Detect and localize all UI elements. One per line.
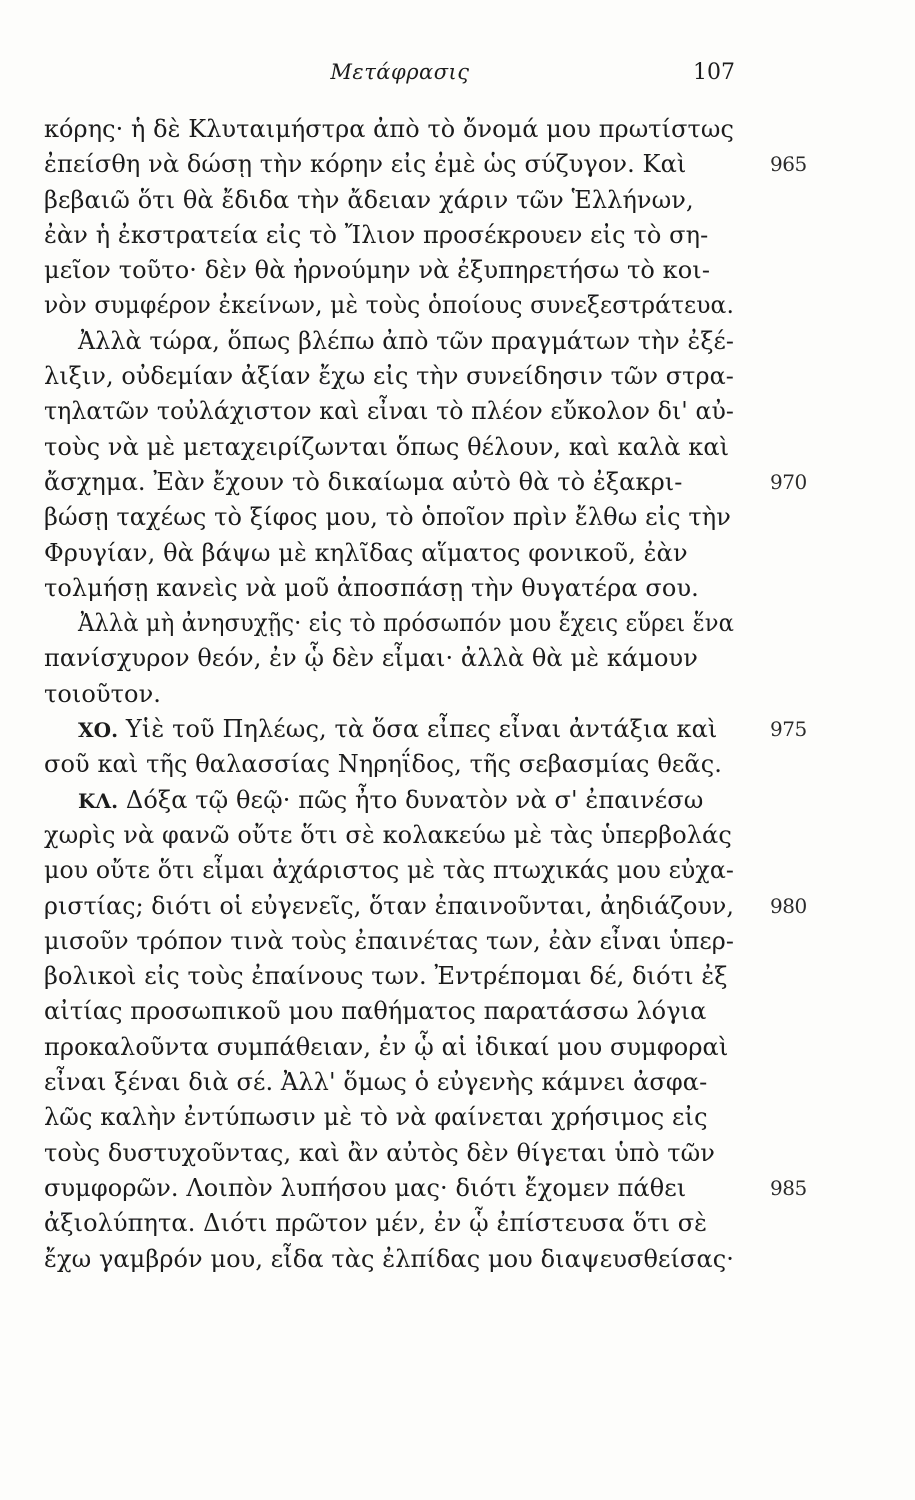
line-text: ἐὰν ἡ ἐκστρατεία εἰς τὸ Ἴλιον προσέκρουεν εἰς τὸ ση- — [44, 220, 709, 249]
text-line — [44, 747, 764, 782]
line-text: τοὺς νὰ μὲ μεταχειρίζωνται ὅπως θέλουν, καὶ καλὰ καὶ — [44, 432, 730, 461]
line-text: προκαλοῦντα συμπάθειαν, ἐν ᾧ αἱ ἰδικαί μου συμφοραὶ — [44, 1032, 729, 1061]
verse-line-number: 965 — [770, 152, 807, 177]
text-line — [44, 1136, 764, 1171]
text-line — [44, 1030, 764, 1065]
text-line — [44, 218, 764, 253]
line-text-wrapper — [44, 1242, 734, 1277]
line-text: ριστίας; διότι οἱ εὐγενεῖς, ὅταν ἐπαινοῦνται, ἀηδιάζουν, — [44, 891, 735, 920]
speaker-label: ΧΟ. — [78, 718, 119, 743]
line-text: σοῦ καὶ τῆς θαλασσίας Νηρηΐδος, τῆς σεβασμίας θεᾶς. — [44, 750, 722, 779]
line-text: ἄσχημα. Ἐὰν ἔχουν τὸ δικαίωμα αὐτὸ θὰ τὸ ἐξακρι- — [44, 467, 683, 496]
text-line — [44, 147, 807, 182]
text-line — [44, 818, 764, 853]
text-line — [44, 288, 764, 323]
line-text: λιξιν, οὐδεμίαν ἀξίαν ἔχω εἰς τὴν συνείδησιν τῶν στρα- — [44, 362, 734, 391]
line-text: Ἀλλὰ τώρα, ὅπως βλέπω ἀπὸ τῶν πραγμάτων τὴν ἐξέ- — [78, 326, 735, 355]
line-text: Υἱὲ τοῦ Πηλέως, τὰ ὅσα εἶπες εἶναι ἀντάξια καὶ — [118, 715, 718, 744]
line-text: αἰτίας προσωπικοῦ μου παθήματος παρατάσσω λόγια — [44, 997, 707, 1026]
line-text: ἔχω γαμβρόν μου, εἶδα τὰς ἐλπίδας μου διαψευσθείσας· — [44, 1244, 735, 1273]
line-text: μεῖον τοῦτο· δὲν θὰ ἠρνούμην νὰ ἐξυπηρετήσω τὸ κοι- — [44, 256, 711, 285]
text-line — [44, 536, 764, 571]
text-line — [44, 889, 807, 924]
text-line — [44, 606, 764, 641]
text-line — [44, 959, 764, 994]
line-text: Δόξα τῷ θεῷ· πῶς ἦτο δυνατὸν νὰ σ' ἐπαινέσω — [118, 785, 704, 814]
text-line — [44, 430, 764, 465]
text-line — [44, 112, 764, 147]
text-block — [44, 112, 807, 1277]
text-line — [44, 324, 764, 359]
line-text: βεβαιῶ ὅτι θὰ ἔδιδα τὴν ἄδειαν χάριν τῶν Ἑλλήνων, — [44, 185, 694, 214]
line-text-wrapper — [78, 324, 734, 359]
line-text-wrapper — [44, 112, 734, 147]
text-line — [44, 1100, 764, 1135]
verse-line-number: 985 — [770, 1175, 807, 1200]
line-text: βώσῃ ταχέως τὸ ξίφος μου, τὸ ὁποῖον πρὶν ἔλθω εἰς τὴν — [44, 503, 731, 532]
speaker-label: ΚΛ. — [78, 788, 119, 813]
line-text: συμφορῶν. Λοιπὸν λυπήσου μας· διότι ἔχομεν πάθει — [44, 1173, 687, 1202]
line-text-wrapper — [44, 359, 734, 394]
line-text: τηλατῶν τοὐλάχιστον καὶ εἶναι τὸ πλέον εὔκολον δι' αὐ- — [44, 397, 734, 426]
line-text-wrapper — [44, 924, 734, 959]
text-line — [44, 394, 764, 429]
line-text: τολμήσῃ κανεὶς νὰ μοῦ ἀποσπάσῃ τὴν θυγατέρα σου. — [44, 573, 699, 602]
line-text: ἐπείσθη νὰ δώσῃ τὴν κόρην εἰς ἐμὲ ὡς σύζυγον. Καὶ — [44, 150, 687, 179]
line-text: μου οὔτε ὅτι εἶμαι ἀχάριστος μὲ τὰς πτωχικάς μου εὐχα- — [44, 856, 734, 885]
line-text-wrapper — [78, 606, 734, 641]
line-text: εἶναι ξέναι διὰ σέ. Ἀλλ' ὅμως ὁ εὐγενὴς κάμνει ἀσφα- — [44, 1068, 708, 1097]
line-text: κόρης· ἡ δὲ Κλυταιμήστρα ἀπὸ τὸ ὄνομά μου πρωτίστως — [44, 115, 734, 143]
line-text-wrapper — [44, 853, 734, 888]
line-text: χωρὶς νὰ φανῶ οὔτε ὅτι σὲ κολακεύω μὲ τὰς ὑπερβολάς — [44, 820, 732, 849]
text-line — [44, 641, 764, 676]
text-line — [44, 712, 807, 747]
text-line — [44, 1171, 807, 1206]
running-title: Μετάφρασις — [330, 60, 470, 84]
line-text: νὸν συμφέρον ἐκείνων, μὲ τοὺς ὁποίους συνεξεστράτευα. — [44, 291, 734, 320]
verse-line-number: 975 — [770, 717, 807, 742]
line-text-wrapper — [44, 889, 734, 924]
text-line — [44, 1065, 764, 1100]
line-text-wrapper — [44, 288, 734, 323]
text-line — [44, 924, 764, 959]
line-text: πανίσχυρον θεόν, ἐν ᾧ δὲν εἶμαι· ἀλλὰ θὰ μὲ κάμουν — [44, 644, 698, 673]
text-line — [44, 783, 764, 818]
text-line — [44, 253, 764, 288]
line-text: μισοῦν τρόπον τινὰ τοὺς ἐπαινέτας των, ἐὰν εἶναι ὑπερ- — [44, 926, 734, 955]
text-line — [44, 677, 764, 712]
verse-line-number: 980 — [770, 893, 807, 918]
text-line — [44, 183, 764, 218]
text-line — [44, 1242, 764, 1277]
text-line — [44, 359, 764, 394]
verse-line-number: 970 — [770, 469, 807, 494]
line-text-wrapper — [44, 394, 734, 429]
text-line — [44, 500, 764, 535]
line-text: τοιοῦτον. — [44, 679, 162, 708]
line-text: Ἀλλὰ μὴ ἀνησυχῇς· εἰς τὸ πρόσωπόν μου ἔχεις εὕρει ἕνα — [78, 609, 734, 638]
page-number: 107 — [693, 60, 735, 85]
line-text: Φρυγίαν, θὰ βάψω μὲ κηλῖδας αἵματος φονικοῦ, ἐὰν — [44, 538, 688, 567]
line-text: λῶς καλὴν ἐντύπωσιν μὲ τὸ νὰ φαίνεται χρήσιμος εἰς — [44, 1103, 708, 1132]
text-line — [44, 571, 764, 606]
text-line — [44, 994, 764, 1029]
line-text: τοὺς δυστυχοῦντας, καὶ ἂν αὐτὸς δὲν θίγεται ὑπὸ τῶν — [44, 1138, 715, 1167]
text-line — [44, 853, 764, 888]
text-line — [44, 1206, 764, 1241]
line-text: βολικοὶ εἰς τοὺς ἐπαίνους των. Ἐντρέπομαι δέ, διότι ἐξ — [44, 962, 728, 991]
line-text: ἀξιολύπητα. Διότι πρῶτον μέν, ἐν ᾧ ἐπίστευσα ὅτι σὲ — [44, 1209, 708, 1238]
text-line — [44, 465, 807, 500]
